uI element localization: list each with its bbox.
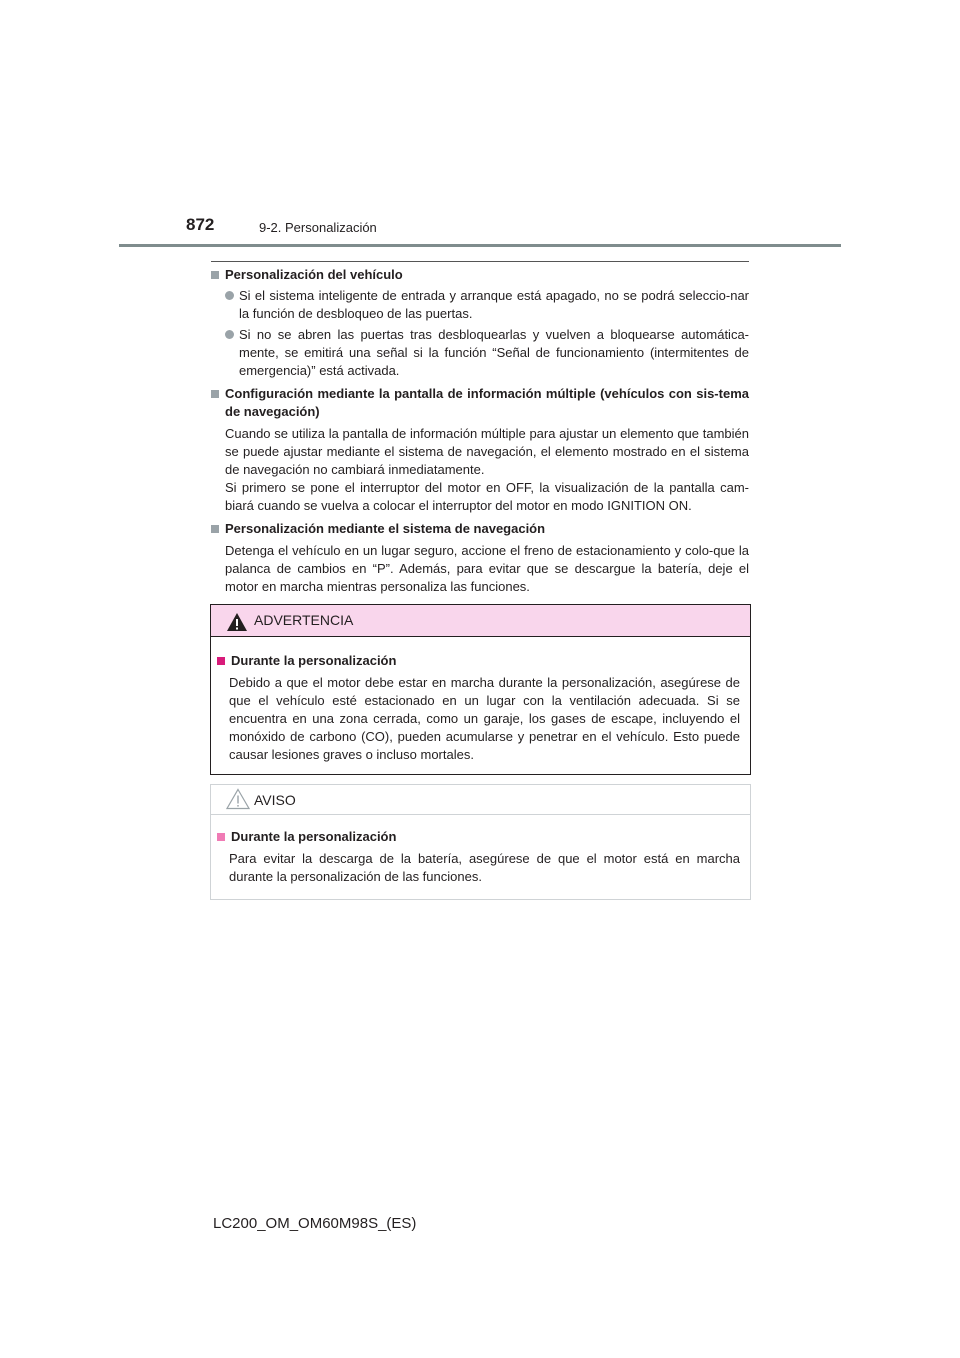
content-top-rule: [211, 261, 749, 262]
list-item: Si el sistema inteligente de entrada y arranque está apagado, no se podrá seleccio-nar la función de desbloqueo de las puertas.: [211, 287, 749, 323]
warning-heading: Durante la personalización: [217, 652, 740, 670]
section-title: 9-2. Personalización: [259, 220, 377, 235]
warning-triangle-icon: [226, 612, 248, 632]
notice-body: [211, 815, 750, 886]
list-item: Si no se abren las puertas tras desbloquearlas y vuelven a bloquearse automática-mente, se emitirá una señal si la función “Señal de funcionamiento (intermitentes de emergencia)” está activada.: [211, 326, 749, 380]
notice-text: Para evitar la descarga de la batería, asegúrese de que el motor está en marcha durante la personalización de las funciones.: [229, 851, 740, 884]
section-heading: Configuración mediante la pantalla de información múltiple (vehículos con sis-tema de navegación): [211, 385, 749, 421]
section-vehicle-customization: [211, 266, 749, 380]
section-navigation-customization: [211, 520, 749, 596]
square-bullet-icon: [217, 657, 225, 665]
circle-bullet-icon: [225, 291, 234, 300]
paragraph: Detenga el vehículo en un lugar seguro, accione el freno de estacionamiento y colo-que la palanca de cambios en “P”. Además, para evitar que se descargue la batería, deje el motor en marcha mientras personaliza las funciones.: [225, 543, 749, 594]
square-bullet-icon: [217, 833, 225, 841]
warning-box: [210, 604, 751, 775]
header-rule: [119, 244, 841, 247]
warning-title: ADVERTENCIA: [254, 612, 354, 628]
section-heading: Personalización mediante el sistema de navegación: [211, 520, 749, 538]
notice-header: [211, 785, 750, 815]
notice-heading: Durante la personalización: [217, 828, 740, 846]
main-content: [211, 266, 749, 596]
warning-text: Debido a que el motor debe estar en marcha durante la personalización, asegúrese de que el vehículo esté estacionado en un lugar con la ventilación adecuada. Si se encuentra en una zona cerrada, como un garaje, los gases de escape, incluyendo el monóxido de carbono (CO), pueden acumularse y penetrar en el vehículo. Esto puede causar lesiones graves o incluso mortales.: [229, 675, 740, 762]
section-multi-info-display: [211, 385, 749, 515]
square-bullet-icon: [211, 271, 219, 279]
section-heading: Personalización del vehículo: [211, 266, 749, 284]
warning-body: [211, 637, 750, 764]
paragraph: Cuando se utiliza la pantalla de información múltiple para ajustar un elemento que también se puede ajustar mediante el sistema de navegación, el elemento mostrado en el sistema de navegación no cambiará inmediatamente. Si primero se pone el interruptor del motor en OFF, la visualización de la pantalla cam-biará cuando se vuelva a colocar el interruptor del motor en modo IGNITION ON.: [225, 426, 749, 513]
square-bullet-icon: [211, 390, 219, 398]
footer-code: LC200_OM_OM60M98S_(ES): [213, 1215, 417, 1232]
circle-bullet-icon: [225, 330, 234, 339]
page-number: 872: [186, 215, 215, 234]
notice-title: AVISO: [254, 792, 296, 808]
warning-header: [211, 605, 750, 637]
square-bullet-icon: [211, 525, 219, 533]
notice-box: [210, 784, 751, 900]
caution-outline-triangle-icon: [226, 788, 250, 810]
